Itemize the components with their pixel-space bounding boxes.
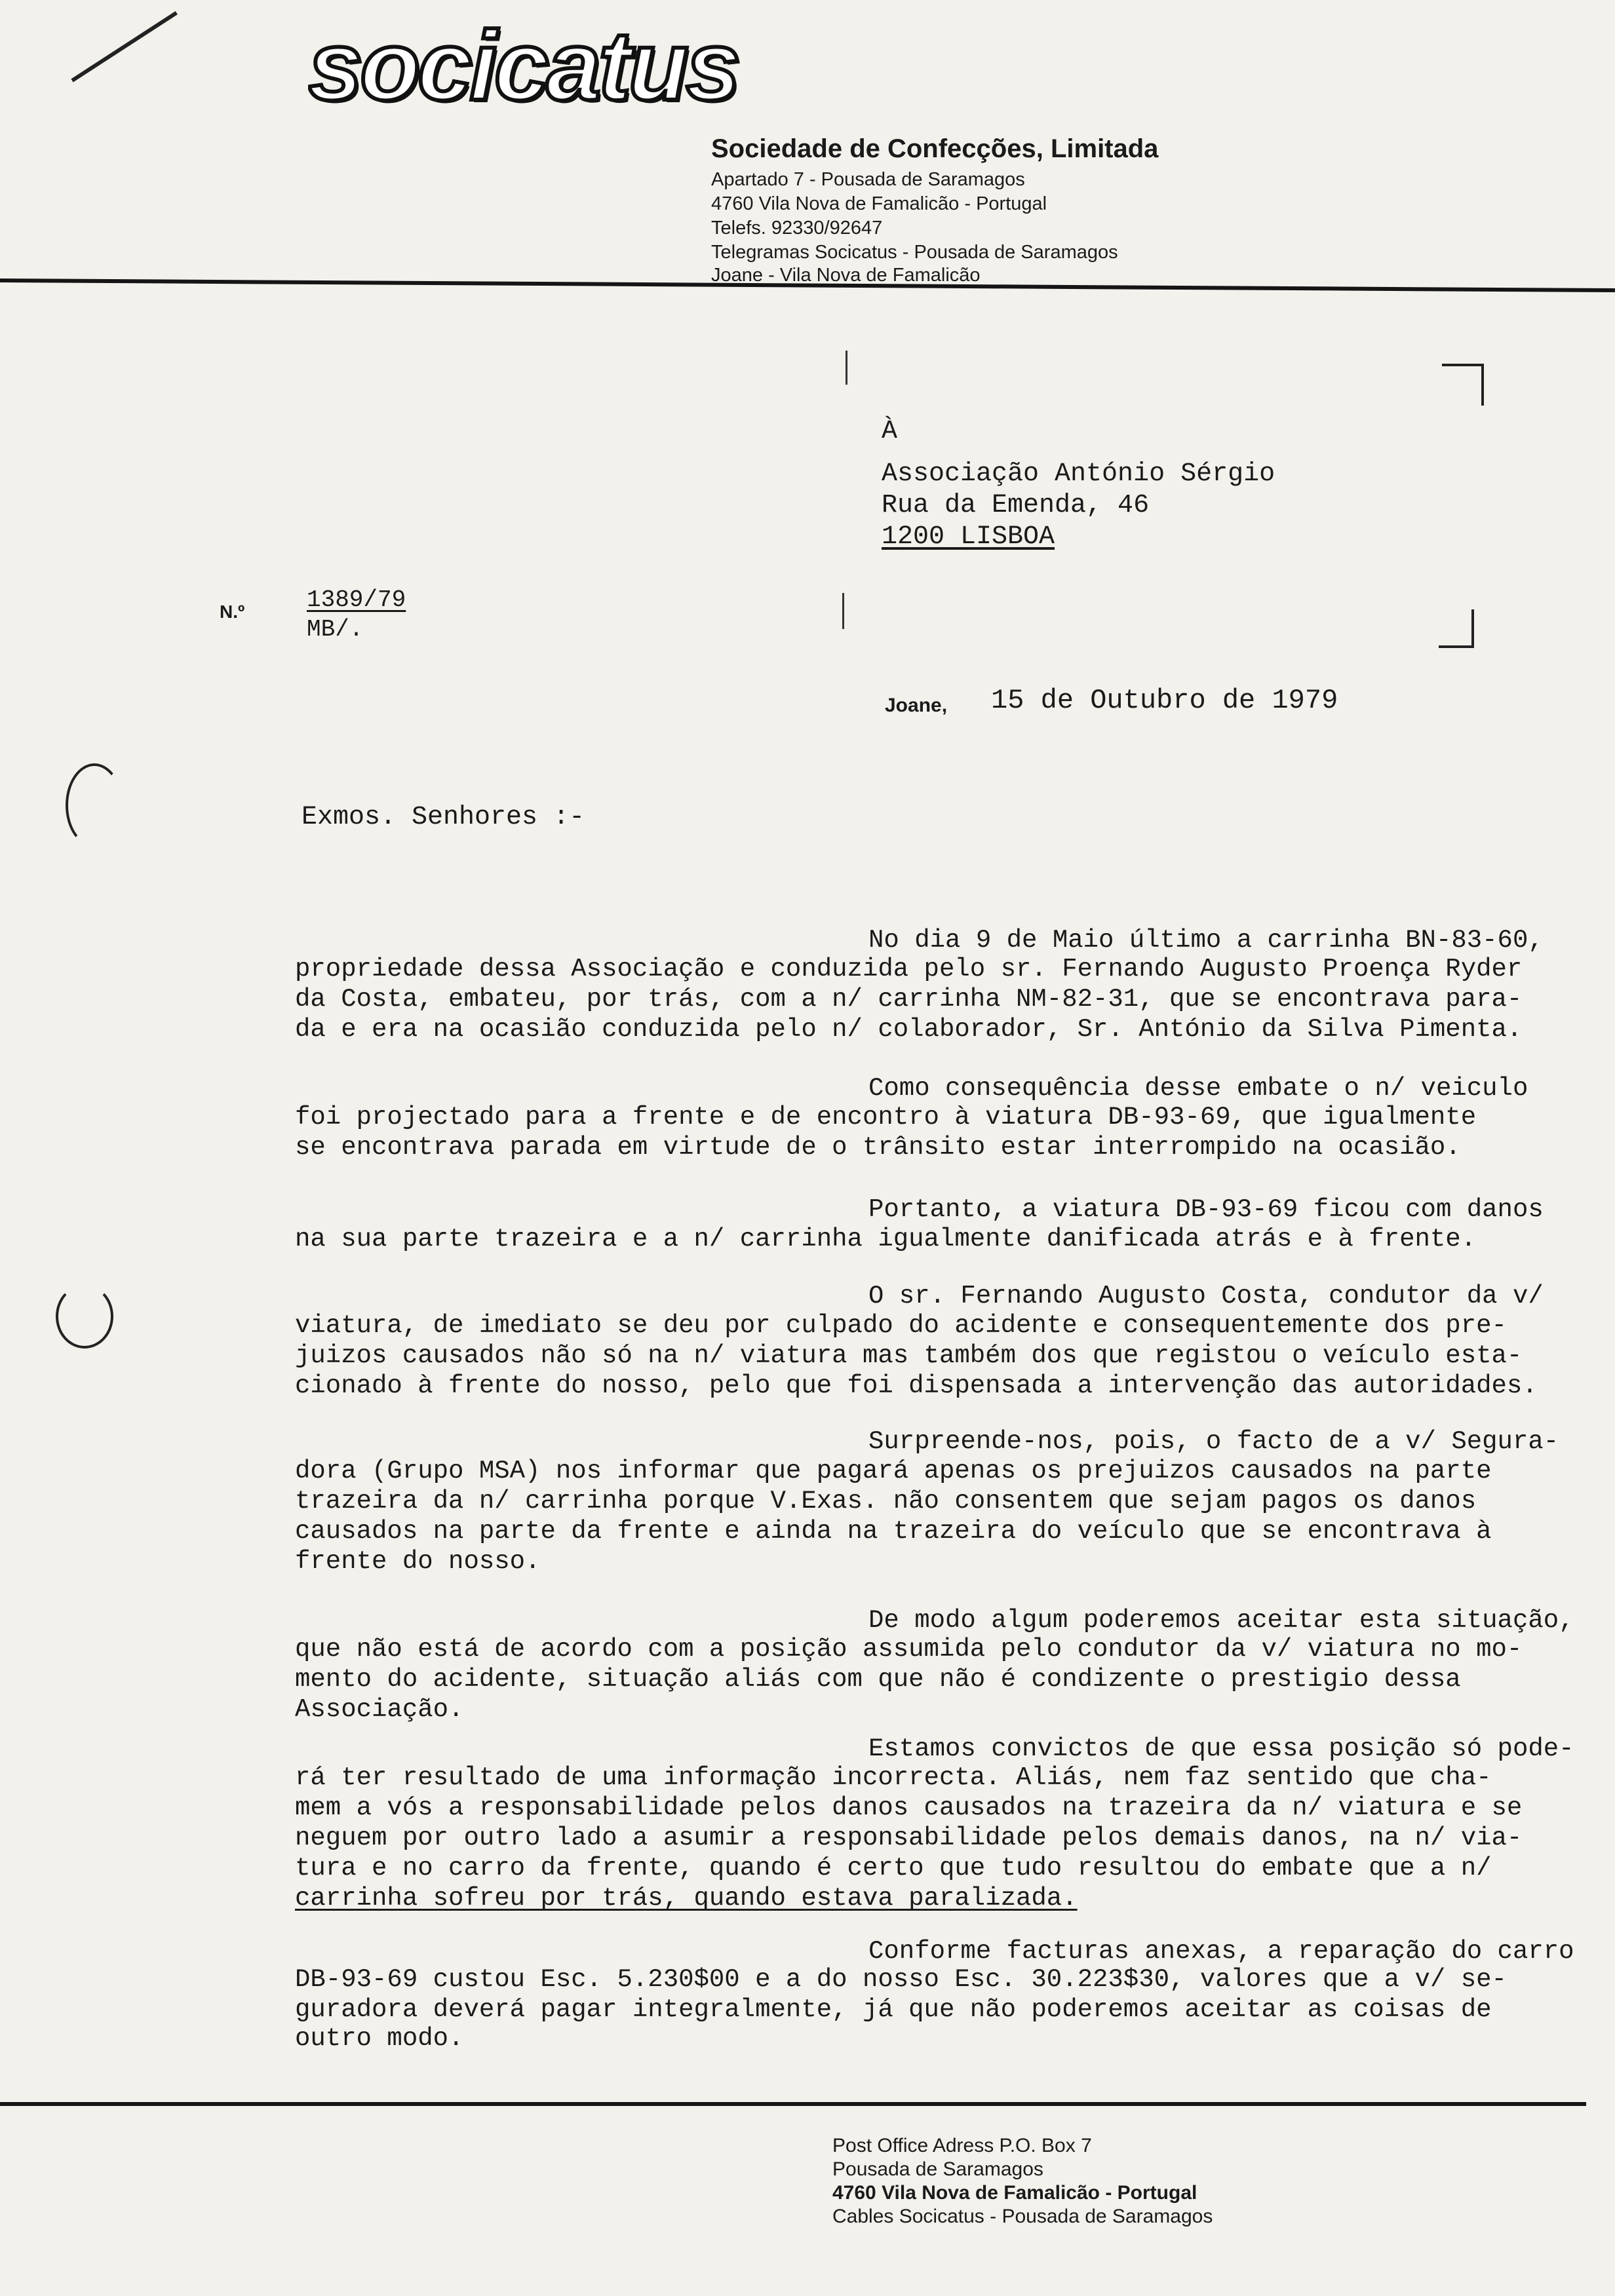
paragraph-3-first-line: Portanto, a viatura DB-93-69 ficou com danos xyxy=(868,1195,1544,1224)
paragraph-7-first-line: Estamos convictos de que essa posição só pode- xyxy=(868,1734,1574,1763)
window-corner-bottom-right xyxy=(1439,609,1474,648)
letterhead-address-line: 4760 Vila Nova de Famalicão - Portugal xyxy=(711,193,1047,214)
paragraph-7-line: carrinha sofreu por trás, quando estava paralizada. xyxy=(295,1884,1078,1913)
paragraph-5-line: frente do nosso. xyxy=(295,1547,541,1576)
paragraph-7-line: mem a vós a responsabilidade pelos danos causados na trazeira da n/ viatura e se xyxy=(295,1793,1523,1822)
letterhead-telegram: Telegramas Socicatus - Pousada de Saramagos xyxy=(711,242,1118,263)
paragraph-7-line: neguem por outro lado a asumir a responsabilidade pelos demais danos, na n/ via- xyxy=(295,1824,1523,1852)
paragraph-6-line: Associação. xyxy=(295,1695,464,1724)
footer-address-line: 4760 Vila Nova de Famalicão - Portugal xyxy=(832,2182,1197,2204)
paragraph-6-line: que não está de acordo com a posição assumida pelo condutor da v/ viatura no mo- xyxy=(295,1635,1523,1664)
footer-po-box: Post Office Adress P.O. Box 7 xyxy=(832,2135,1092,2156)
letterhead-address-line: Joane - Vila Nova de Famalicão xyxy=(711,265,981,286)
recipient-street: Rua da Emenda, 46 xyxy=(882,491,1150,520)
reference-initials: MB/. xyxy=(307,616,364,643)
date-place: Joane, xyxy=(885,695,948,716)
paragraph-7-line: rá ter resultado de uma informação incorrecta. Aliás, nem faz sentido que cha- xyxy=(295,1763,1492,1792)
paragraph-1-line: propriedade dessa Associação e conduzida pelo sr. Fernando Augusto Proença Ryder xyxy=(295,955,1523,984)
punch-hole-mark xyxy=(56,1284,113,1349)
paragraph-2-first-line: Como consequência desse embate o n/ veiculo xyxy=(868,1074,1528,1103)
window-corner-top-right xyxy=(1442,364,1484,406)
paragraph-4-line: juizos causados não só na n/ viatura mas também dos que registou o veículo esta- xyxy=(295,1341,1523,1370)
recipient-name: Associação António Sérgio xyxy=(882,459,1275,489)
footer-divider xyxy=(0,2102,1586,2106)
paragraph-3-line: na sua parte trazeira e a n/ carrinha igualmente danificada atrás e à frente. xyxy=(295,1225,1477,1253)
company-name: Sociedade de Confecções, Limitada xyxy=(711,134,1159,163)
window-mark xyxy=(846,351,847,385)
paragraph-7-line: tura e no carro da frente, quando é certo que tudo resultou do embate que a n/ xyxy=(295,1854,1492,1883)
window-mark xyxy=(842,593,844,629)
paragraph-8-line: outro modo. xyxy=(295,2024,464,2053)
paragraph-5-first-line: Surpreende-nos, pois, o facto de a v/ Segura- xyxy=(868,1427,1559,1456)
paragraph-5-line: trazeira da n/ carrinha porque V.Exas. não consentem que sejam pagos os danos xyxy=(295,1487,1477,1516)
paragraph-6-first-line: De modo algum poderemos aceitar esta situação, xyxy=(868,1606,1574,1635)
paragraph-1-line: da Costa, embateu, por trás, com a n/ carrinha NM-82-31, que se encontrava para- xyxy=(295,985,1523,1014)
pen-mark xyxy=(71,11,178,83)
paragraph-4-line: cionado à frente do nosso, pelo que foi dispensada a intervenção das autoridades. xyxy=(295,1371,1538,1400)
letter-date: 15 de Outubro de 1979 xyxy=(991,685,1338,716)
paragraph-1-line: da e era na ocasião conduzida pelo n/ colaborador, Sr. António da Silva Pimenta. xyxy=(295,1015,1523,1044)
reference-number: 1389/79 xyxy=(307,586,406,613)
paragraph-8-line: DB-93-69 custou Esc. 5.230$00 e a do nosso Esc. 30.223$30, valores que a v/ se- xyxy=(295,1965,1507,1994)
recipient-city: 1200 LISBOA xyxy=(882,522,1055,552)
paragraph-8-line: guradora deverá pagar integralmente, já que não poderemos aceitar as coisas de xyxy=(295,1995,1492,2024)
company-logo: socicatus xyxy=(308,26,738,105)
paragraph-5-line: dora (Grupo MSA) nos informar que pagará apenas os prejuizos causados na parte xyxy=(295,1457,1492,1485)
paragraph-4-first-line: O sr. Fernando Augusto Costa, condutor da v/ xyxy=(868,1282,1544,1311)
paragraph-5-line: causados na parte da frente e ainda na trazeira do veículo que se encontrava à xyxy=(295,1517,1492,1546)
paragraph-8-first-line: Conforme facturas anexas, a reparação do carro xyxy=(868,1937,1574,1966)
letterhead-address-line: Apartado 7 - Pousada de Saramagos xyxy=(711,169,1025,190)
punch-hole-mark xyxy=(66,763,123,847)
reference-label: N.º xyxy=(220,602,245,622)
paragraph-6-line: mento do acidente, situação aliás com que não é condizente o prestigio dessa xyxy=(295,1665,1461,1694)
footer-address-line: Pousada de Saramagos xyxy=(832,2158,1043,2180)
recipient-prefix: À xyxy=(882,417,898,446)
paragraph-4-line: viatura, de imediato se deu por culpado do acidente e consequentemente dos pre- xyxy=(295,1311,1507,1340)
paragraph-2-line: se encontrava parada em virtude de o trânsito estar interrompido na ocasião. xyxy=(295,1133,1461,1162)
paragraph-2-line: foi projectado para a frente e de encontro à viatura DB-93-69, que igualmente xyxy=(295,1103,1477,1132)
footer-cables: Cables Socicatus - Pousada de Saramagos xyxy=(832,2206,1213,2227)
paragraph-1-first-line: No dia 9 de Maio último a carrinha BN-83-60, xyxy=(868,926,1544,955)
salutation: Exmos. Senhores :- xyxy=(302,803,585,832)
letterhead-phone: Telefs. 92330/92647 xyxy=(711,218,883,239)
